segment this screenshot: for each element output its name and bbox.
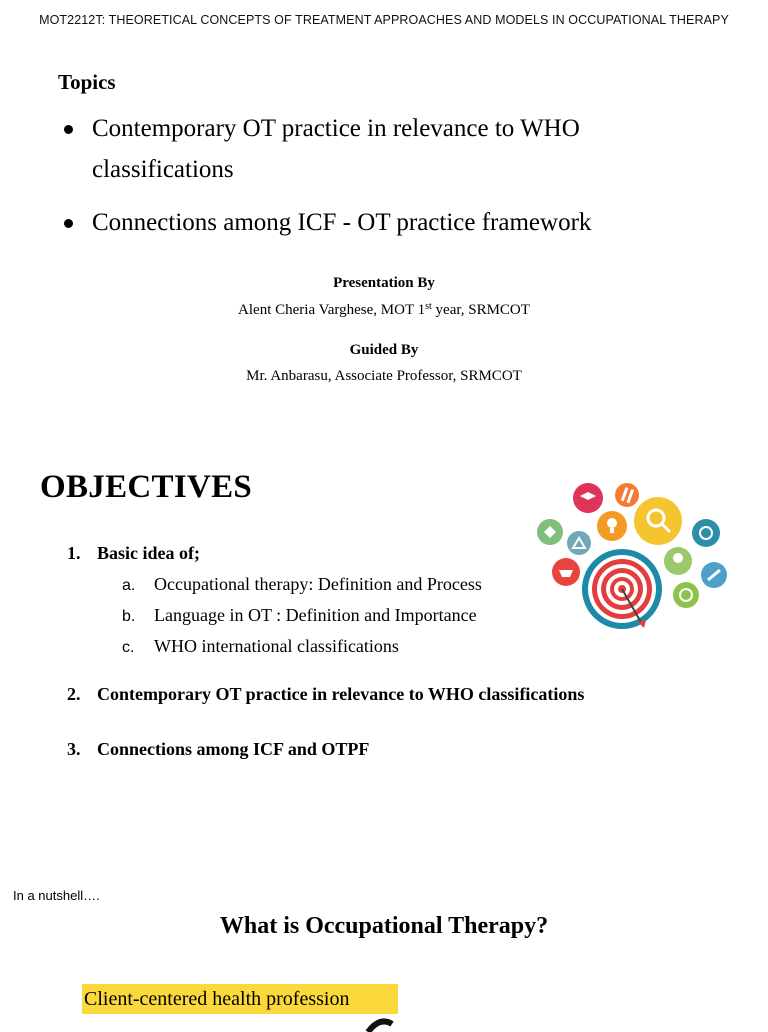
objective-number: 2. [67,684,81,704]
topics-list [58,108,678,255]
presenter-name-sup: st [425,301,432,312]
highlighted-text: Client-centered health profession [82,984,398,1014]
objective-text: Contemporary OT practice in relevance to WHO classifications [97,684,585,704]
presentation-label: Presentation By [333,275,435,291]
nutshell-note: In a nutshell…. [13,888,100,903]
presenter-name-prefix: Alent Cheria Varghese, MOT 1 [238,302,426,318]
objective-item [67,543,200,564]
subitem-text: Language in OT : Definition and Importance [154,605,477,625]
objectives-title: OBJECTIVES [40,469,253,505]
objective-subitem [122,605,477,626]
objective-item [67,739,369,760]
objective-number: 1. [67,543,81,563]
subitem-letter: c. [122,639,135,656]
section-title: What is Occupational Therapy? [219,913,549,939]
objective-text: Connections among ICF and OTPF [97,739,370,759]
document-header: MOT2212T: THEORETICAL CONCEPTS OF TREATMENT APPROACHES AND MODELS IN OCCUPATIONAL THERAPY [39,13,729,27]
subitem-letter: a. [122,577,136,594]
subitem-text: Occupational therapy: Definition and Process [154,574,482,594]
objective-text: Basic idea of; [97,543,200,563]
decorative-arc-icon [360,1012,400,1032]
objective-subitem [122,574,482,595]
objective-item [67,684,584,705]
topic-item: Contemporary OT practice in relevance to WHO classifications [58,108,678,190]
presenter-name-suffix: year, SRMCOT [431,302,530,318]
objective-number: 3. [67,739,81,759]
guided-by-label: Guided By [349,342,419,358]
subitem-letter: b. [122,608,136,625]
presenter-name [0,302,768,319]
guide-name: Mr. Anbarasu, Associate Professor, SRMCOT [246,368,522,384]
subitem-text: WHO international classifications [154,636,399,656]
objective-subitem [122,636,399,657]
topic-item: Connections among ICF - OT practice framework [58,202,678,243]
topics-title: Topics [58,70,116,94]
target-with-idea-bubbles-icon [530,476,730,636]
